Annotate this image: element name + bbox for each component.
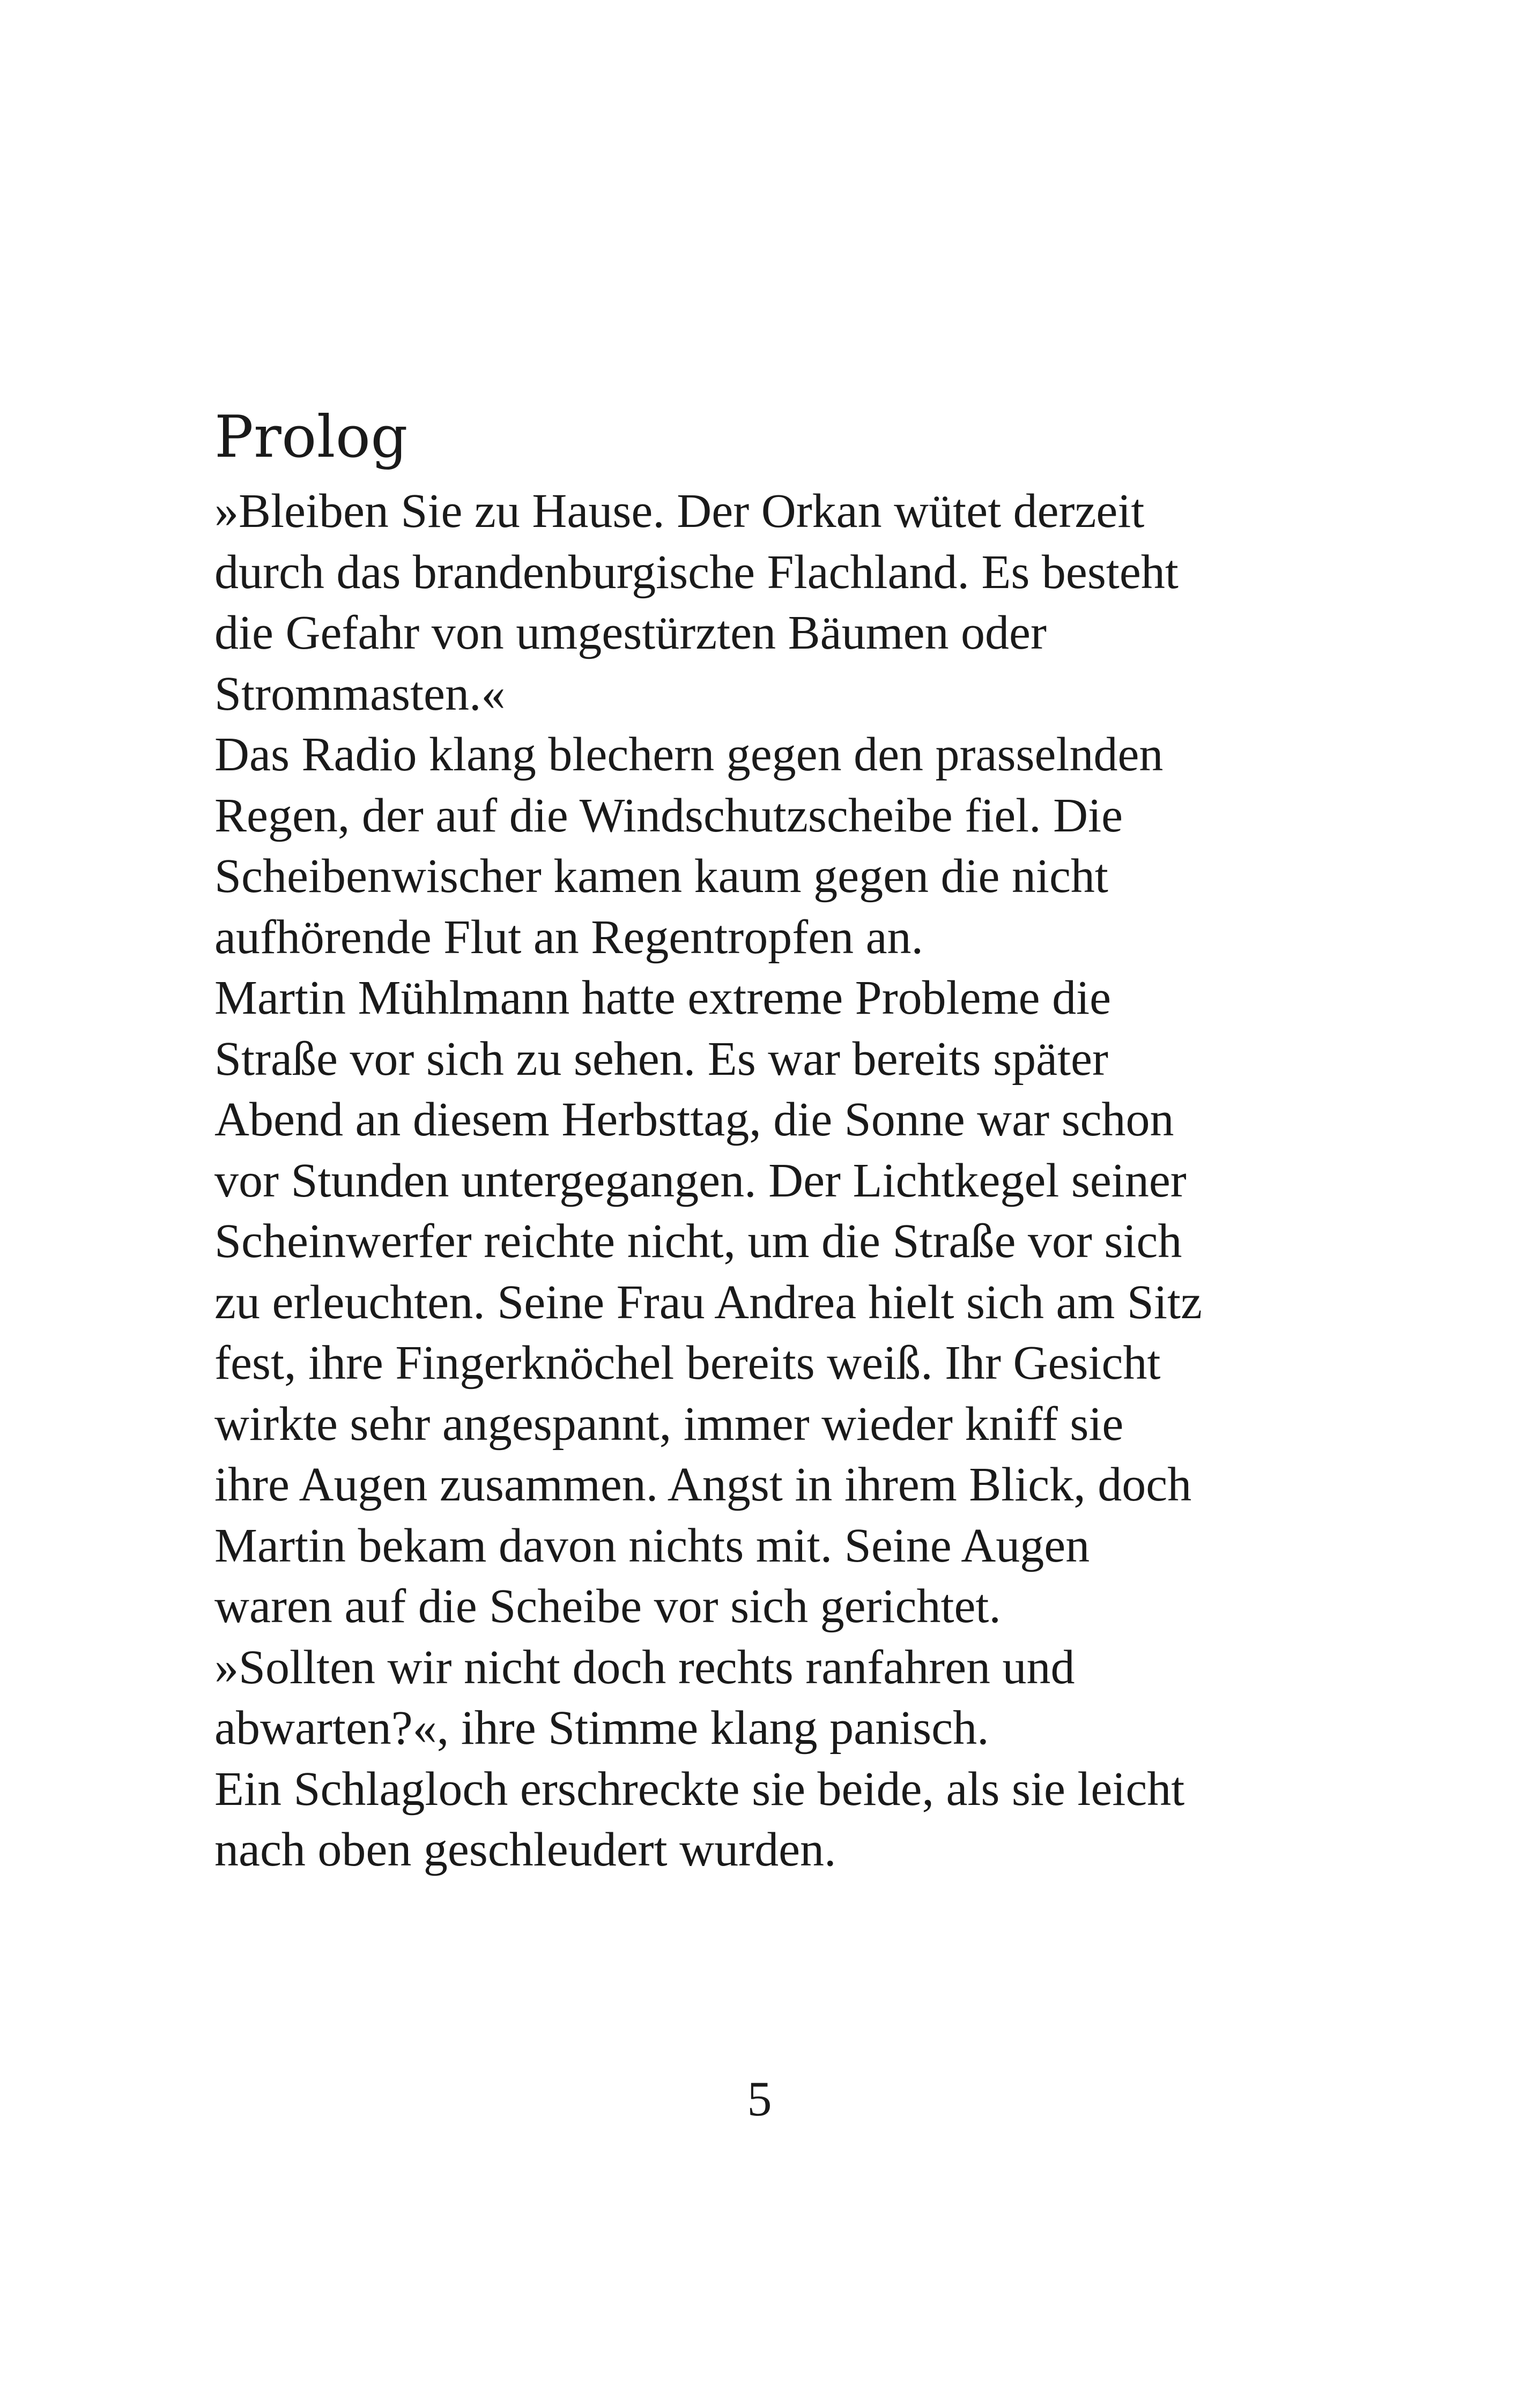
chapter-text-block bbox=[214, 399, 1330, 1881]
text-line: aufhörende Flut an Regentropfen an. bbox=[214, 910, 924, 964]
text-line: »Sollten wir nicht doch rechts ranfahren und bbox=[214, 1640, 1075, 1694]
chapter-title: Prolog bbox=[214, 404, 409, 471]
text-line: Scheibenwischer kamen kaum gegen die nicht bbox=[214, 850, 1108, 903]
text-line: Abend an diesem Herbsttag, die Sonne war schon bbox=[214, 1093, 1174, 1146]
text-line: »Bleiben Sie zu Hause. Der Orkan wütet derzeit bbox=[214, 485, 1145, 538]
text-line: Ein Schlagloch erschreckte sie beide, als sie leicht bbox=[214, 1762, 1185, 1816]
text-line: Scheinwerfer reichte nicht, um die Straße vor sich bbox=[214, 1215, 1182, 1268]
text-line: fest, ihre Fingerknöchel bereits weiß. Ihr Gesicht bbox=[214, 1336, 1161, 1389]
text-line: durch das brandenburgische Flachland. Es besteht bbox=[214, 545, 1179, 599]
text-line: Martin Mühlmann hatte extreme Probleme die bbox=[214, 971, 1112, 1024]
text-line: wirkte sehr angespannt, immer wieder kniff sie bbox=[214, 1397, 1124, 1451]
text-line: die Gefahr von umgestürzten Bäumen oder bbox=[214, 606, 1047, 659]
text-line: Straße vor sich zu sehen. Es war bereits später bbox=[214, 1032, 1108, 1086]
text-line: zu erleuchten. Seine Frau Andrea hielt sich am Sitz bbox=[214, 1275, 1202, 1329]
text-line: vor Stunden untergegangen. Der Lichtkegel seiner bbox=[214, 1154, 1187, 1207]
page-number: 5 bbox=[747, 2071, 772, 2126]
text-line: Das Radio klang blechern gegen den prasselnden bbox=[214, 728, 1164, 781]
body-text bbox=[214, 481, 1330, 1881]
text-line: waren auf die Scheibe vor sich gerichtet. bbox=[214, 1580, 1001, 1633]
text-line: Martin bekam davon nichts mit. Seine Augen bbox=[214, 1519, 1090, 1572]
text-line: ihre Augen zusammen. Angst in ihrem Blick, doch bbox=[214, 1458, 1192, 1511]
text-line: Regen, der auf die Windschutzscheibe fiel. Die bbox=[214, 789, 1123, 842]
text-line: abwarten?«, ihre Stimme klang panisch. bbox=[214, 1701, 989, 1755]
text-line: nach oben geschleudert wurden. bbox=[214, 1823, 836, 1876]
text-line: Strommasten.« bbox=[214, 667, 506, 720]
